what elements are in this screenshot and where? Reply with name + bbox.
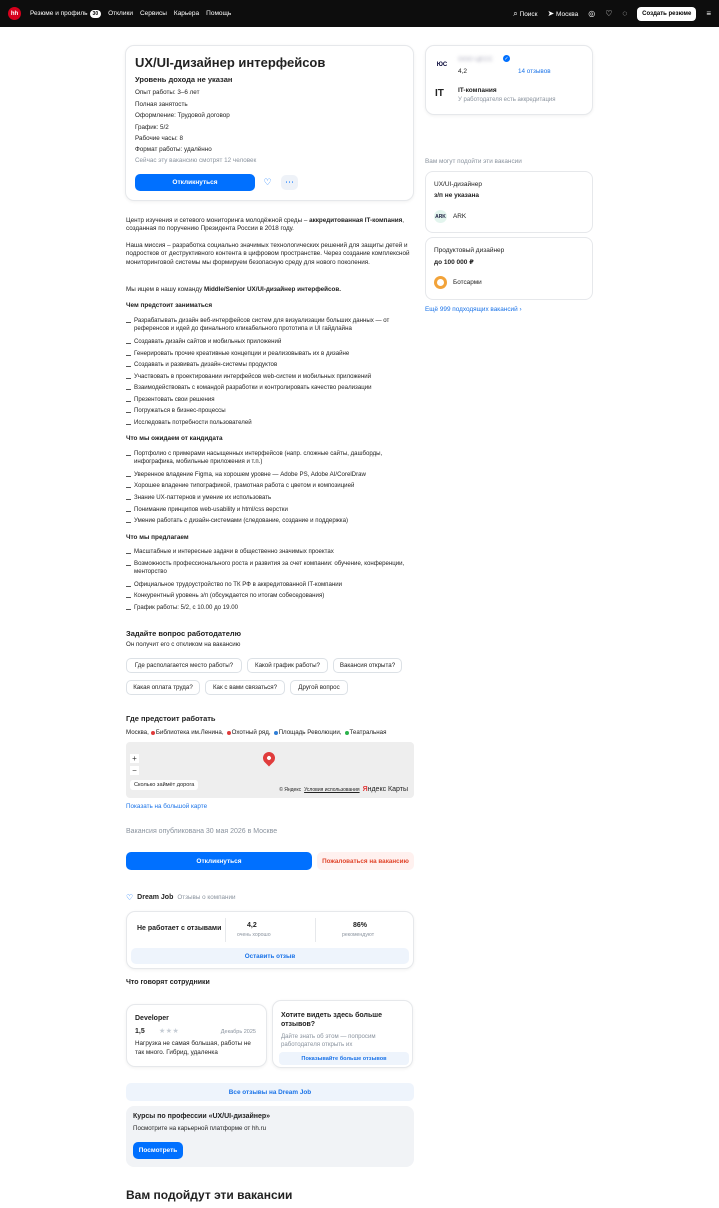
offer-heading: Что мы предлагаем <box>126 534 189 541</box>
work-hours: Рабочие часы: 8 <box>135 135 183 142</box>
not-working-with-reviews: Не работает с отзывами <box>137 925 222 932</box>
create-resume-button[interactable]: Создать резюме <box>637 7 696 21</box>
review-rating: 1,5 <box>135 1028 145 1035</box>
nav-responses[interactable]: Отклики <box>108 10 133 17</box>
metro-line <box>126 729 389 736</box>
courses-view-button[interactable]: Посмотреть <box>133 1142 183 1159</box>
work-format: Формат работы: удалённо <box>135 146 212 153</box>
location-arrow-icon: ➤ <box>547 9 555 18</box>
favorite-heart-icon[interactable]: ♡ <box>259 175 276 190</box>
metro-dot-icon <box>345 731 349 735</box>
review-role: Developer <box>135 1015 169 1022</box>
offer-item: Возможность профессионального роста и развития за счет компании: обучение, конференции, менторство <box>126 560 416 576</box>
more-suggestions-link[interactable]: Ещё 999 подходящих вакансий › <box>425 306 522 313</box>
divider <box>225 918 226 942</box>
question-chip[interactable]: Какой график работы? <box>247 658 328 673</box>
watching-now: Сейчас эту вакансию смотрят 12 человек <box>135 157 257 164</box>
map[interactable] <box>126 742 414 798</box>
zoom-out-button[interactable]: − <box>130 766 139 775</box>
dreamjob-header <box>126 893 236 902</box>
divider <box>315 918 316 942</box>
metro-dot-icon <box>274 731 278 735</box>
question-chip[interactable]: Где располагается место работы? <box>126 658 242 673</box>
vacancy-title: UX/UI-дизайнер интерфейсов <box>135 55 326 70</box>
task-item: Создавать дизайн сайтов и мобильных приложений <box>126 338 416 346</box>
expect-item: Портфолио с примерами насыщенных интерфейсов (напр. сложные сайты, дашборды, инфографика, мобильные приложения и т.п.) <box>126 450 416 466</box>
nav-help[interactable]: Помощь <box>206 10 232 17</box>
company-name[interactable]: ООО ЦЕСС <box>458 56 493 63</box>
employees-title: Что говорят сотрудники <box>126 979 210 986</box>
metro-station: Площадь Революции, <box>274 729 342 736</box>
offer-item: График работы: 5/2, с 10.00 до 19.00 <box>126 604 416 612</box>
dreamjob-brand: Dream Job <box>137 894 174 901</box>
schedule: График: 5/2 <box>135 124 169 131</box>
suggestion-card[interactable] <box>425 237 593 300</box>
dreamjob-recommend-label: рекомендуют <box>342 932 375 938</box>
chat-icon[interactable]: ◎ <box>588 9 596 18</box>
expect-item: Понимание принципов web-usability и html/css верстки <box>126 506 416 514</box>
ask-title: Задайте вопрос работодателю <box>126 629 242 638</box>
review-text: Нагрузка не самая большая, работы не так много. Гибрид, удаленка <box>135 1040 251 1056</box>
question-chip[interactable]: Вакансия открыта? <box>333 658 402 673</box>
experience: Опыт работы: 3–6 лет <box>135 89 200 96</box>
nav-services[interactable]: Сервисы <box>139 10 167 17</box>
verified-check-icon: ✓ <box>504 55 509 62</box>
notifications-bell-icon[interactable]: ◌ <box>622 9 628 18</box>
task-item: Участвовать в проектировании интерфейсов web-систем и мобильных приложений <box>126 373 416 381</box>
offer-item: Официальное трудоустройство по ТК РФ в аккредитованной IT-компании <box>126 581 416 589</box>
map-attribution: © Яндекс Условия использования Яндекс Карты <box>279 786 408 793</box>
hh-logo[interactable]: hh <box>8 7 21 20</box>
employee-review-card[interactable] <box>126 1004 267 1067</box>
expect-heading: Что мы ожидаем от кандидата <box>126 435 223 442</box>
courses-title: Курсы по профессии «UX/UI-дизайнер» <box>133 1113 271 1120</box>
big-map-link[interactable]: Показать на большой карте <box>126 803 208 810</box>
metro-station: Театральная <box>345 729 387 736</box>
employment: Полная занятость <box>135 101 188 108</box>
company-rating: 4,2 <box>458 68 468 75</box>
question-chip[interactable]: Как с вами связаться? <box>205 680 285 695</box>
complain-button[interactable]: Пожаловаться на вакансию <box>317 852 414 870</box>
description-intro-2: Наша миссия – разработка социально значимых технологических решений для защиты детей и подростков от деструктивного контента в цифровом пространстве. Через создание комплексной мониторинговой системы мы формируем безопасную среду для нового поколения. <box>126 242 410 266</box>
it-company-icon: IT <box>435 88 444 99</box>
task-item: Разрабатывать дизайн веб-интерфейсов систем для визуализации больших данных — от референсов и идей до финального кликабельного прототипа и UI гайдлайна <box>126 317 416 333</box>
courses-card <box>126 1106 414 1167</box>
more-reviews-title: Хотите видеть здесь больше отзывов? <box>281 1012 382 1028</box>
all-reviews-button[interactable]: Все отзывы на Dream Job <box>126 1083 414 1101</box>
metro-dot-icon <box>151 731 155 735</box>
dreamjob-card <box>126 911 414 969</box>
company-reviews-link[interactable]: 14 отзывов <box>518 68 551 75</box>
nav-resume-profile[interactable]: Резюме и профиль 30 <box>30 10 101 17</box>
map-terms-link[interactable]: Условия использования <box>304 786 360 793</box>
task-item: Взаимодействовать с командой разработки и контролировать качество реализации <box>126 384 416 392</box>
it-company-title: IT-компания <box>458 87 497 94</box>
menu-icon[interactable]: ≡ <box>706 9 711 18</box>
leave-review-button[interactable]: Оставить отзыв <box>131 948 409 964</box>
suggestion-title[interactable]: UX/UI-дизайнер <box>434 181 482 188</box>
rating-stars-icon: ★★★ <box>159 1028 180 1035</box>
location-link[interactable]: ➤ Москва <box>547 9 579 18</box>
dreamjob-reviews-label: Отзывы о компании <box>177 894 236 901</box>
review-date: Декабрь 2025 <box>220 1029 256 1035</box>
route-time-button[interactable]: Сколько займёт дорога <box>130 780 198 790</box>
dreamjob-rating: 4,2 <box>247 922 257 929</box>
expect-item: Уверенное владение Figma, на хорошем уровне — Adobe PS, Adobe AI/CorelDraw <box>126 471 416 479</box>
suggestion-company[interactable]: Ботсарми <box>453 279 482 286</box>
map-pin-icon <box>261 750 278 767</box>
vacancy-salary: Уровень дохода не указан <box>135 75 233 84</box>
suggestions-heading: Вам могут подойти эти вакансии <box>425 158 522 165</box>
it-company-sub: У работодателя есть аккредитация <box>458 97 556 103</box>
company-logo: ЮС <box>436 62 448 68</box>
task-item: Генерировать прочие креативные концепции и реализовывать их в дизайне <box>126 350 416 358</box>
metro-dot-icon <box>227 731 231 735</box>
expect-item: Знание UX-паттернов и умение их использовать <box>126 494 416 502</box>
dreamjob-recommend: 86% <box>353 922 368 929</box>
description-intro-3: Мы ищем в нашу команду Middle/Senior UX/UI-дизайнер интерфейсов. <box>126 286 341 293</box>
task-item: Погружаться в бизнес-процессы <box>126 407 416 415</box>
nav-career[interactable]: Карьера <box>173 10 200 17</box>
dreamjob-rating-label: очень хорошо <box>237 932 271 938</box>
suggestion-title[interactable]: Продуктовый дизайнер <box>434 247 505 254</box>
apply-button-bottom[interactable]: Откликнуться <box>126 852 312 870</box>
more-reviews-text: Дайте знать об этом — попросим работодателя открыть их <box>281 1033 376 1048</box>
question-chip[interactable]: Другой вопрос <box>290 680 348 695</box>
courses-subtitle: Посмотрите на карьерной платформе от hh.ru <box>133 1125 267 1132</box>
bottom-heading: Вам подойдут эти вакансии <box>126 1188 293 1202</box>
favorites-heart-icon[interactable]: ♡ <box>605 9 613 18</box>
more-options-icon[interactable]: ⋯ <box>281 175 298 190</box>
more-reviews-card <box>272 1000 413 1068</box>
task-item: Создавать и развивать дизайн-системы продуктов <box>126 361 416 369</box>
suggestion-company[interactable]: ARK <box>453 213 467 220</box>
zoom-in-button[interactable]: + <box>130 754 139 763</box>
search-link[interactable]: ⌕ Поиск <box>513 8 538 18</box>
yandex-maps-logo: Яндекс Карты <box>362 786 408 793</box>
task-item: Презентовать свои решения <box>126 396 416 404</box>
company-logo-botsarmi <box>434 276 447 289</box>
offer-item: Конкурентный уровень з/п (обсуждается по итогам собеседования) <box>126 592 416 600</box>
vacancy-card <box>125 45 414 201</box>
company-card <box>425 45 593 115</box>
suggestion-salary: до 100 000 ₽ <box>434 259 474 266</box>
city: Москва, <box>126 729 149 736</box>
suggestion-salary: з/п не указана <box>434 192 479 199</box>
ask-subtitle: Он получит его с откликом на вакансию <box>126 641 241 648</box>
search-icon: ⌕ <box>513 8 518 18</box>
contract: Оформление: Трудовой договор <box>135 112 230 119</box>
metro-station: Библиотека им.Ленина, <box>151 729 224 736</box>
resume-badge: 30 <box>90 10 102 18</box>
company-logo-ark: ARK <box>434 210 447 223</box>
question-chip[interactable]: Какая оплата труда? <box>126 680 200 695</box>
dreamjob-heart-icon: ♡ <box>126 893 134 902</box>
header-right <box>513 7 711 21</box>
description-intro-1: Центр изучения и сетевого мониторинга молодёжной среды – аккредитованная IT-компания, созданная по поручению Президента России в 2018 году. <box>126 217 405 233</box>
chevron-right-icon: › <box>519 306 522 313</box>
expect-item: Хорошее владение типографикой, грамотная работа с цветом и композицией <box>126 482 416 490</box>
apply-button[interactable]: Откликнуться <box>135 174 255 191</box>
task-item: Исследовать потребности пользователей <box>126 419 416 427</box>
suggestion-card[interactable] <box>425 171 593 233</box>
expect-item: Умение работать с дизайн-системами (следование, создание и поддержка) <box>126 517 416 525</box>
tasks-heading: Чем предстоит заниматься <box>126 302 213 309</box>
show-more-reviews-button[interactable]: Показывайте больше отзывов <box>279 1052 409 1065</box>
published-date: Вакансия опубликована 30 мая 2026 в Москве <box>126 828 278 835</box>
metro-station: Охотный ряд, <box>227 729 271 736</box>
location-title: Где предстоит работать <box>126 714 216 723</box>
main-nav <box>30 10 231 17</box>
offer-item: Масштабные и интересные задачи в общественно значимых проектах <box>126 548 416 556</box>
top-navigation-bar <box>0 0 719 27</box>
